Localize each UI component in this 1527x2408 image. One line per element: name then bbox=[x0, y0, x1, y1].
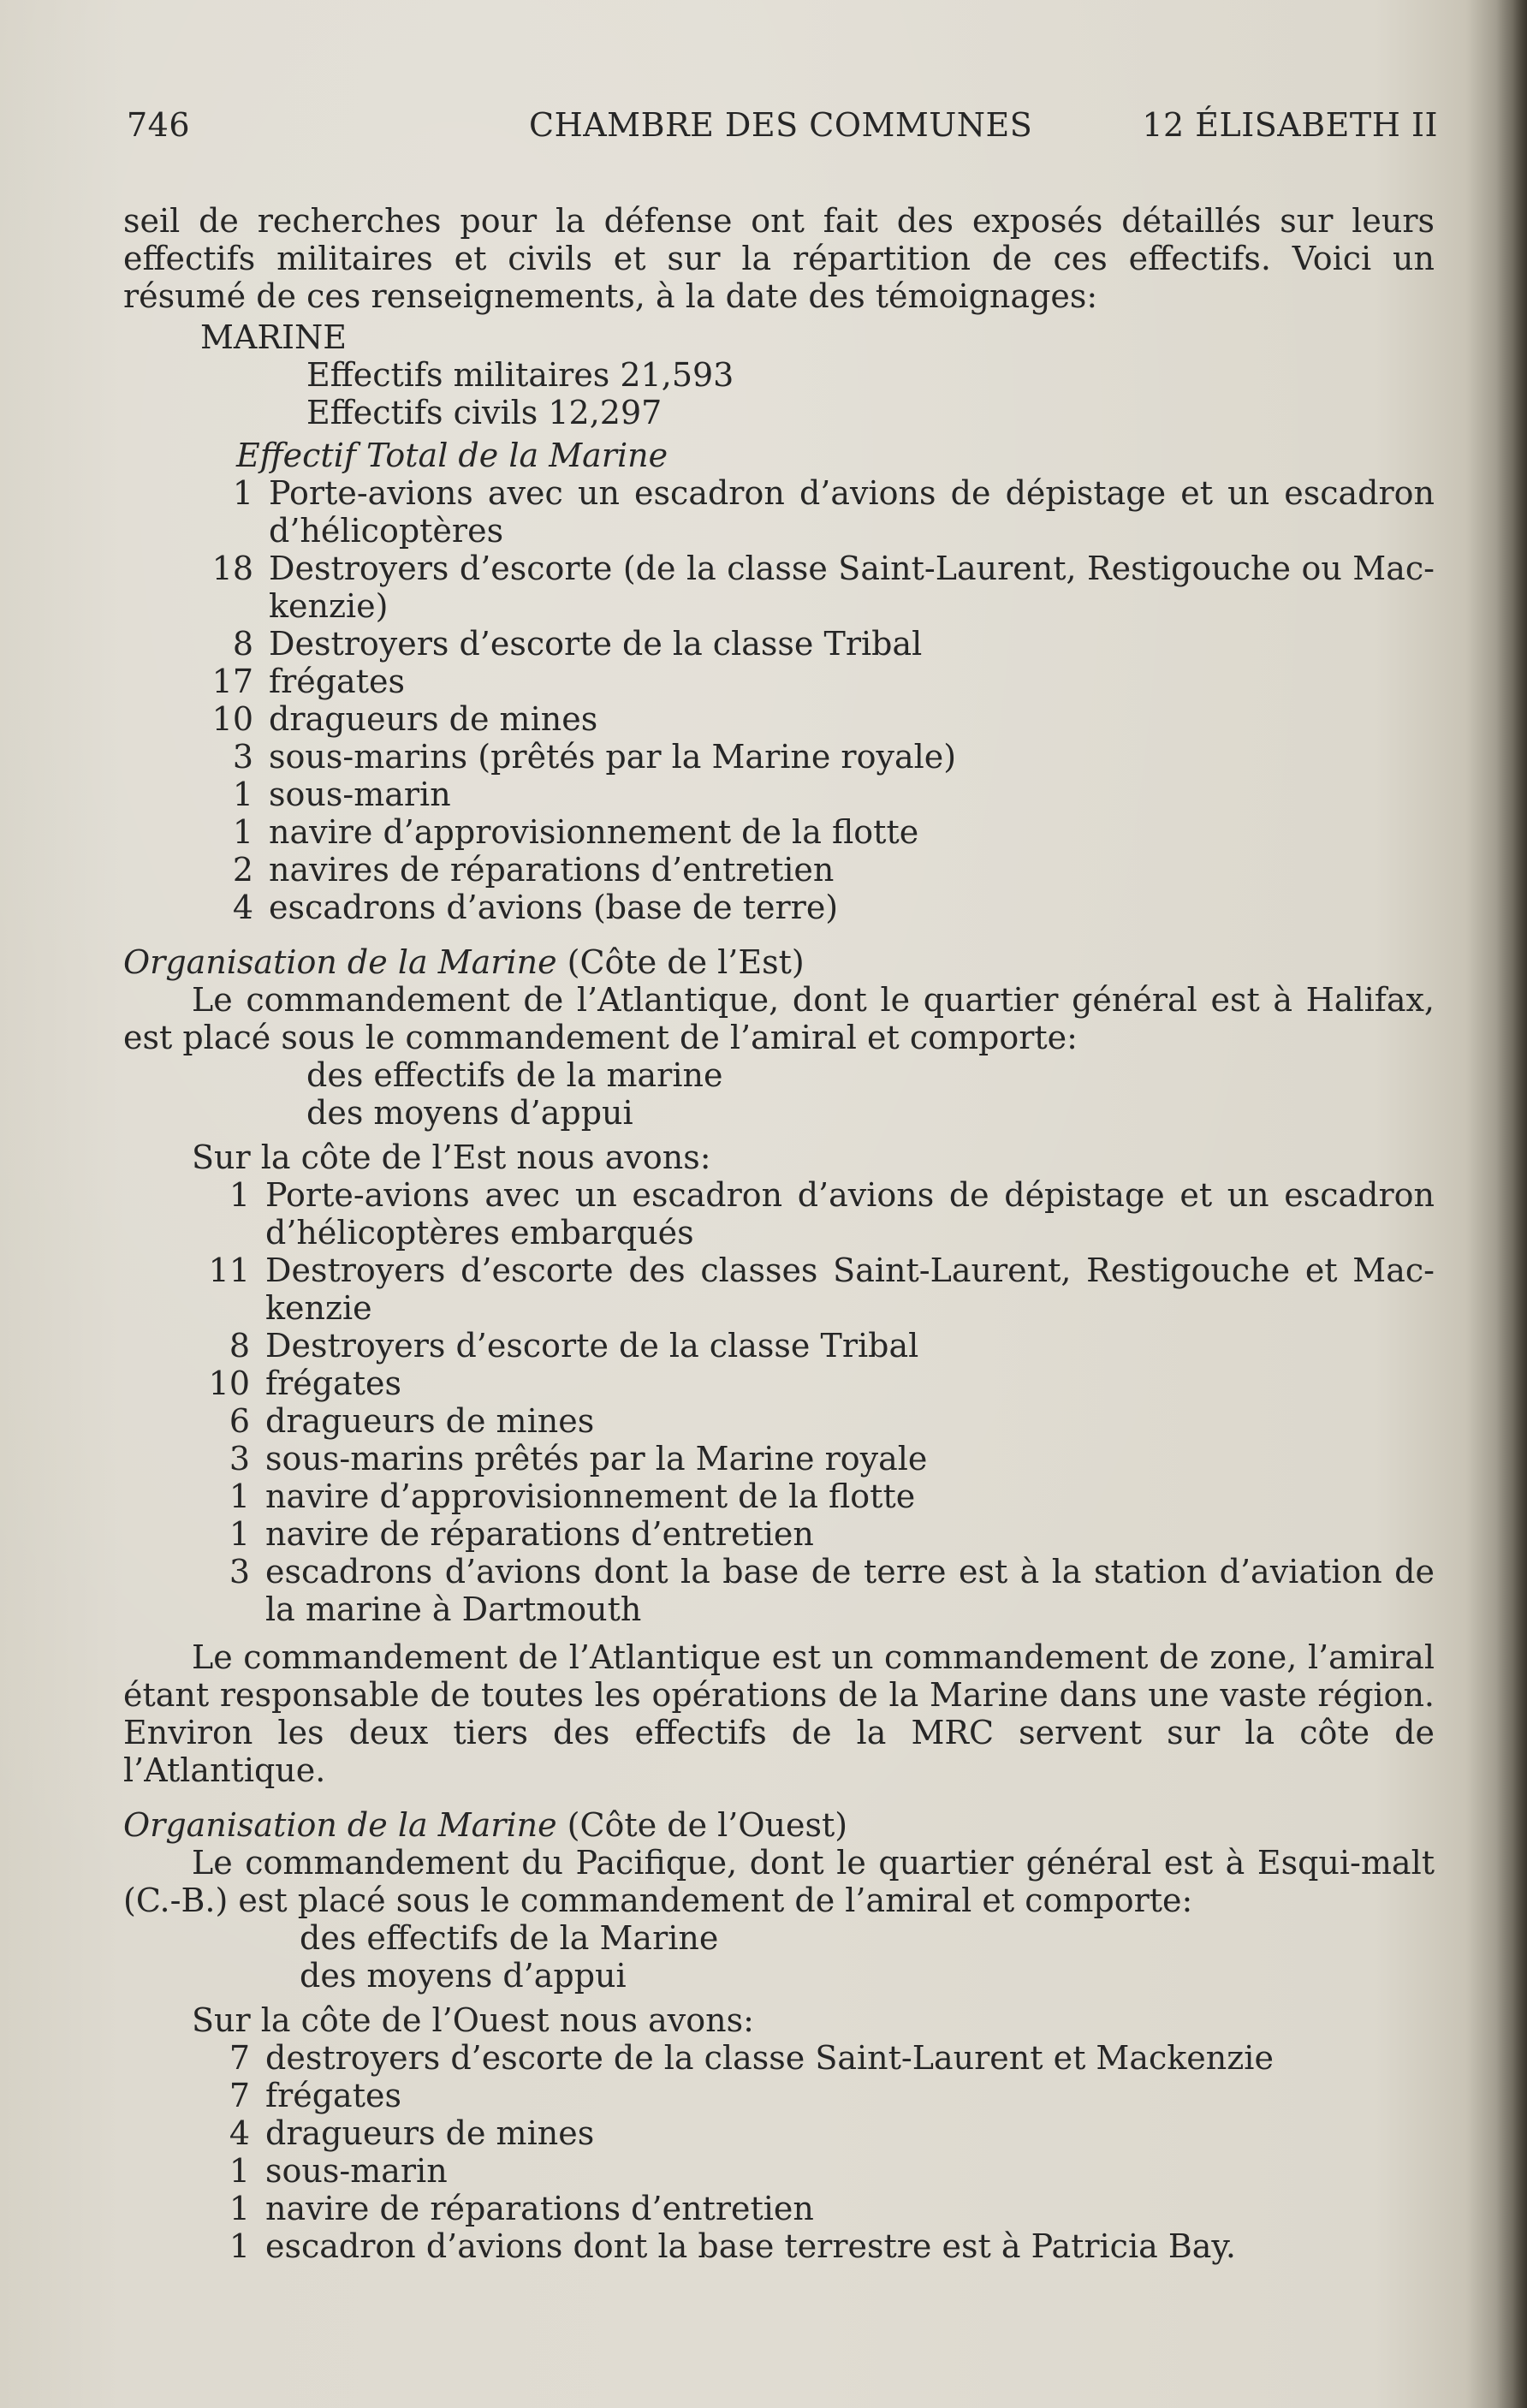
item-number: 10 bbox=[208, 1365, 250, 1402]
marine-civil-count: Effectifs civils 12,297 bbox=[306, 394, 662, 431]
list-item bbox=[123, 889, 1435, 926]
item-text: navire de réparations d’entretien bbox=[265, 1515, 814, 1553]
item-text: escadrons d’avions dont la base de terre est à la station d’aviation de la marine à Dartmouth bbox=[265, 1553, 1435, 1628]
west-component-2: des moyens d’appui bbox=[300, 1957, 627, 1995]
east-paragraph: Le commandement de l’Atlantique, dont le quartier général est à Halifax, est placé sous le commandement de l’amiral et comporte: bbox=[123, 981, 1435, 1056]
list-item bbox=[123, 1440, 1435, 1478]
east-heading-rest: (Côte de l’Est) bbox=[556, 943, 805, 981]
item-number: 18 bbox=[211, 550, 253, 587]
page-number: 746 bbox=[127, 106, 191, 144]
item-text: frégates bbox=[269, 663, 405, 700]
item-number: 1 bbox=[232, 776, 253, 813]
list-item bbox=[123, 2039, 1435, 2077]
list-item bbox=[123, 1252, 1435, 1327]
list-item bbox=[123, 1327, 1435, 1365]
item-number: 8 bbox=[229, 1327, 250, 1365]
item-text: destroyers d’escorte de la classe Saint-Laurent et Mackenzie bbox=[265, 2039, 1274, 2077]
item-number: 1 bbox=[232, 813, 253, 851]
west-fleet-list bbox=[123, 2039, 1435, 2265]
item-text: dragueurs de mines bbox=[265, 1402, 595, 1440]
item-number: 1 bbox=[232, 474, 253, 512]
item-text: sous-marin bbox=[269, 776, 451, 813]
list-item bbox=[123, 474, 1435, 550]
list-item bbox=[123, 1365, 1435, 1402]
item-text: navire d’approvisionnement de la flotte bbox=[265, 1478, 916, 1515]
item-text: escadron d’avions dont la base terrestre est à Patricia Bay. bbox=[265, 2227, 1236, 2265]
list-item bbox=[123, 1176, 1435, 1252]
item-text: frégates bbox=[265, 1365, 401, 1402]
item-text: Destroyers d’escorte des classes Saint-Laurent, Restigouche et Mac-kenzie bbox=[265, 1252, 1435, 1327]
east-component-2: des moyens d’appui bbox=[306, 1094, 633, 1132]
item-number: 4 bbox=[232, 889, 253, 926]
item-text: Porte-avions avec un escadron d’avions de dépistage et un escadron d’hélicoptères embarqués bbox=[265, 1176, 1435, 1252]
list-item bbox=[123, 625, 1435, 663]
east-intro: Sur la côte de l’Est nous avons: bbox=[192, 1139, 711, 1176]
running-header bbox=[127, 106, 1438, 152]
item-text: Destroyers d’escorte de la classe Tribal bbox=[265, 1327, 919, 1365]
item-number: 6 bbox=[229, 1402, 250, 1440]
item-number: 3 bbox=[229, 1440, 250, 1478]
marine-label: MARINE bbox=[200, 318, 347, 356]
item-number: 4 bbox=[229, 2114, 250, 2152]
item-number: 3 bbox=[232, 738, 253, 776]
header-title: CHAMBRE DES COMMUNES bbox=[529, 106, 1033, 144]
list-item bbox=[123, 2114, 1435, 2152]
item-number: 17 bbox=[211, 663, 253, 700]
west-heading-italic: Organisation de la Marine bbox=[123, 1806, 557, 1844]
list-item bbox=[123, 1402, 1435, 1440]
list-item bbox=[123, 851, 1435, 889]
west-heading-rest: (Côte de l’Ouest) bbox=[556, 1806, 848, 1844]
east-component-1: des effectifs de la marine bbox=[306, 1056, 723, 1094]
list-item bbox=[123, 663, 1435, 700]
list-item bbox=[123, 738, 1435, 776]
item-text: Porte-avions avec un escadron d’avions de dépistage et un escadron d’hélicoptères bbox=[269, 474, 1435, 550]
list-item bbox=[123, 2152, 1435, 2190]
list-item bbox=[123, 1553, 1435, 1628]
item-number: 11 bbox=[208, 1252, 250, 1289]
item-text: sous-marin bbox=[265, 2152, 448, 2190]
item-number: 1 bbox=[229, 1176, 250, 1214]
list-item bbox=[123, 1478, 1435, 1515]
east-heading-italic: Organisation de la Marine bbox=[123, 943, 557, 981]
item-text: Destroyers d’escorte (de la classe Saint-Laurent, Restigouche ou Mac-kenzie) bbox=[269, 550, 1435, 625]
item-number: 7 bbox=[229, 2077, 250, 2114]
list-item bbox=[123, 813, 1435, 851]
item-text: frégates bbox=[265, 2077, 401, 2114]
item-text: Destroyers d’escorte de la classe Tribal bbox=[269, 625, 923, 663]
item-text: navires de réparations d’entretien bbox=[269, 851, 835, 889]
header-reign: 12 ÉLISABETH II bbox=[1142, 106, 1438, 144]
item-number: 8 bbox=[232, 625, 253, 663]
item-number: 1 bbox=[229, 2227, 250, 2265]
list-item bbox=[123, 1515, 1435, 1553]
item-text: escadrons d’avions (base de terre) bbox=[269, 889, 839, 926]
west-intro: Sur la côte de l’Ouest nous avons: bbox=[192, 2001, 754, 2039]
item-text: navire d’approvisionnement de la flotte bbox=[269, 813, 919, 851]
west-section-heading bbox=[123, 1806, 1435, 1844]
list-item bbox=[123, 776, 1435, 813]
item-number: 2 bbox=[232, 851, 253, 889]
item-number: 1 bbox=[229, 1478, 250, 1515]
binding-shadow bbox=[1496, 0, 1527, 2408]
list-item bbox=[123, 2227, 1435, 2265]
item-text: sous-marins prêtés par la Marine royale bbox=[265, 1440, 928, 1478]
intro-paragraph: seil de recherches pour la défense ont fait des exposés détaillés sur leurs effectifs militaires et civils et sur la répartition de ces effectifs. Voici un résumé de ces renseignements, à la date des témoignages: bbox=[123, 202, 1435, 315]
list-item bbox=[123, 700, 1435, 738]
item-number: 10 bbox=[211, 700, 253, 738]
item-number: 3 bbox=[229, 1553, 250, 1590]
marine-military-count: Effectifs militaires 21,593 bbox=[306, 356, 734, 394]
item-text: dragueurs de mines bbox=[269, 700, 598, 738]
list-item bbox=[123, 550, 1435, 625]
item-number: 7 bbox=[229, 2039, 250, 2077]
item-text: navire de réparations d’entretien bbox=[265, 2190, 814, 2227]
west-paragraph: Le commandement du Pacifique, dont le quartier général est à Esqui-malt (C.-B.) est placé sous le commandement de l’amiral et comporte: bbox=[123, 1844, 1435, 1919]
item-number: 1 bbox=[229, 1515, 250, 1553]
marine-total-title: Effectif Total de la Marine bbox=[236, 437, 668, 474]
list-item bbox=[123, 2077, 1435, 2114]
east-fleet-list bbox=[123, 1176, 1435, 1628]
west-component-1: des effectifs de la Marine bbox=[300, 1919, 719, 1957]
item-number: 1 bbox=[229, 2152, 250, 2190]
item-text: sous-marins (prêtés par la Marine royale) bbox=[269, 738, 957, 776]
page-body bbox=[123, 202, 1435, 2265]
list-item bbox=[123, 2190, 1435, 2227]
east-section-heading bbox=[123, 943, 1435, 981]
item-text: dragueurs de mines bbox=[265, 2114, 595, 2152]
east-closing-paragraph: Le commandement de l’Atlantique est un commandement de zone, l’amiral étant responsable de toutes les opérations de la Marine dans une vaste région. Environ les deux tiers des effectifs de la MRC servent sur la côte de l’Atlantique. bbox=[123, 1638, 1435, 1789]
marine-fleet-list bbox=[123, 474, 1435, 926]
item-number: 1 bbox=[229, 2190, 250, 2227]
